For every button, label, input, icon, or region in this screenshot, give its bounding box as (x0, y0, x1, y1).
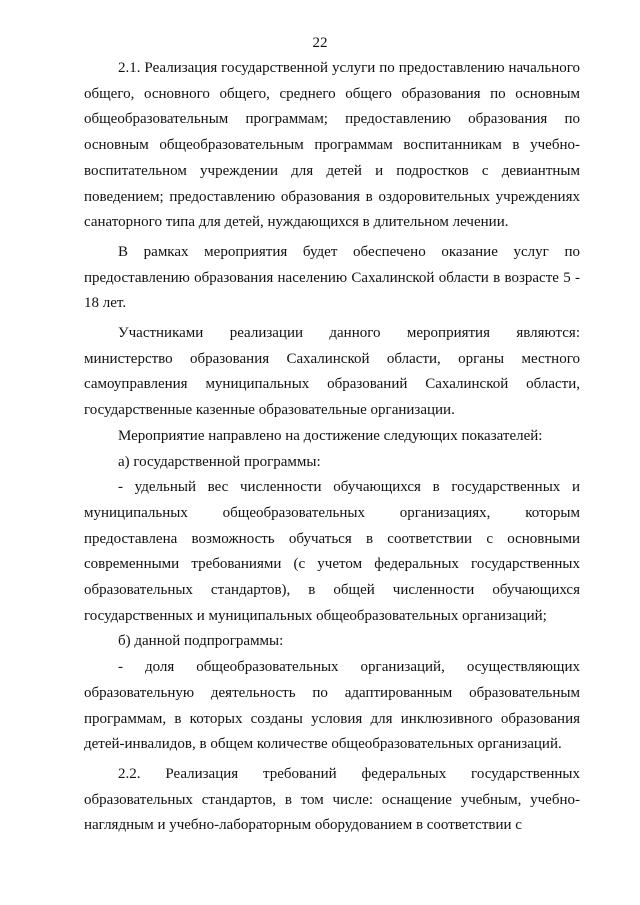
page-number: 22 (312, 35, 328, 51)
paragraph-state-program-indicator: - удельный вес численности обучающихся в государственных и муниципальных общеобразовательных организациях, которым предоставлена возможность обучаться в соответствии с основными современными требованиями (с учетом федеральных государственных образовательных стандартов), в общей численности обучающихся государственных и муниципальных общеобразовательных организаций; (84, 479, 580, 624)
paragraph-standards-2-2: 2.2. Реализация требований федеральных государственных образовательных стандартов, в том числе: оснащение учебным, учебно-наглядным и учебно-лабораторным оборудованием в соответствии с (84, 765, 580, 834)
paragraph-subprogram-indicator: - доля общеобразовательных организаций, осуществляющих образовательную деятельность по адаптированным образовательным программам, в которых созданы условия для инклюзивного образования детей-инвалидов, в общем количестве общеобразовательных организаций. (84, 659, 580, 753)
paragraph-scope: В рамках мероприятия будет обеспечено оказание услуг по предоставлению образования населению Сахалинской области в возрасте 5 - 18 лет. (84, 243, 580, 312)
paragraph-state-program-heading: а) государственной программы: (118, 453, 321, 470)
document-body (84, 56, 580, 839)
paragraph-participants: Участниками реализации данного мероприятия являются: министерство образования Сахалинской области, органы местного самоуправления муниципальных образований Сахалинской области, государственные казенные образовательные организации. (84, 325, 580, 419)
paragraph-service-2-1: 2.1. Реализация государственной услуги по предоставлению начального общего, основного общего, среднего общего образования по основным общеобразовательным программам; предоставлению образования по основным общеобразовательным программам воспитанникам в учебно-воспитательном учреждении для детей и подростков с девиантным поведением; предоставлению образования в оздоровительных учреждениях санаторного типа для детей, нуждающихся в длительном лечении. (84, 60, 580, 231)
paragraph-indicators-intro: Мероприятие направлено на достижение следующих показателей: (118, 427, 543, 444)
paragraph-subprogram-heading: б) данной подпрограммы: (118, 633, 284, 650)
